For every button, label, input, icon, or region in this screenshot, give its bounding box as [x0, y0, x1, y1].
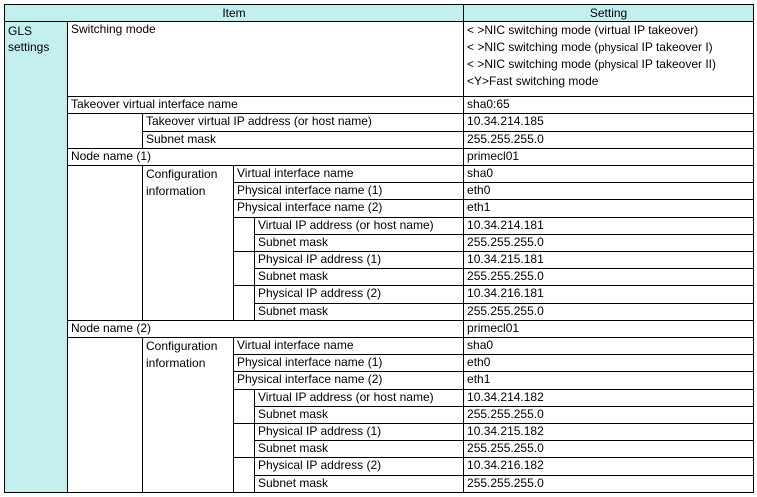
node2-pip1-indent [234, 423, 255, 457]
node1-pif1-value: eth0 [464, 183, 754, 200]
gls-settings-table [4, 4, 754, 493]
switching-mode-row [5, 22, 754, 97]
node2-mask2-label: Subnet mask [255, 441, 464, 458]
takeover-interface-row [5, 97, 754, 114]
node1-mask1-value: 255.255.255.0 [464, 234, 754, 251]
item-header: Item [5, 5, 464, 22]
takeover-indent [68, 114, 143, 148]
header-row [5, 5, 754, 22]
node2-vip-value: 10.34.214.182 [464, 389, 754, 406]
node2-pip1-value: 10.34.215.182 [464, 423, 754, 440]
gls-settings-label [5, 22, 68, 493]
switching-option-virtual-ip: < >NIC switching mode (virtual IP takeover) [467, 23, 699, 38]
node2-pip2-value: 10.34.216.182 [464, 458, 754, 475]
node1-pip2-label: Physical IP address (2) [255, 286, 464, 303]
node2-vip-indent [234, 389, 255, 423]
node2-config-line2: information [146, 355, 206, 370]
node2-pif2-label: Physical interface name (2) [234, 372, 464, 389]
switching-mode-label: Switching mode [68, 22, 464, 97]
node2-mask3-value: 255.255.255.0 [464, 475, 754, 492]
node1-row [5, 148, 754, 165]
takeover-interface-label: Takeover virtual interface name [68, 97, 464, 114]
node2-vif-value: sha0 [464, 337, 754, 354]
node1-mask3-label: Subnet mask [255, 303, 464, 320]
node1-value: primecl01 [464, 148, 754, 165]
node1-pif1-label: Physical interface name (1) [234, 183, 464, 200]
node1-vip-value: 10.34.214.181 [464, 217, 754, 234]
node2-pif1-value: eth0 [464, 355, 754, 372]
node2-config-label [143, 337, 234, 492]
node2-row [5, 320, 754, 337]
node2-config-line1: Configuration [146, 338, 218, 353]
node1-vif-label: Virtual interface name [234, 165, 464, 182]
node1-config-line2: information [146, 183, 206, 198]
takeover-mask-value: 255.255.255.0 [464, 131, 754, 148]
takeover-ip-label: Takeover virtual IP address (or host name) [143, 114, 464, 131]
node1-vip-indent [234, 217, 255, 251]
switching-option-physical-ip-2: < >NIC switching mode (physical IP takeover II) [467, 57, 716, 72]
node2-pip1-label: Physical IP address (1) [255, 423, 464, 440]
node1-label: Node name (1) [68, 148, 464, 165]
node1-config-label [143, 165, 234, 320]
node2-pip2-label: Physical IP address (2) [255, 458, 464, 475]
takeover-interface-value: sha0:65 [464, 97, 754, 114]
node2-mask1-label: Subnet mask [255, 406, 464, 423]
node2-pip2-indent [234, 458, 255, 493]
node2-mask2-value: 255.255.255.0 [464, 441, 754, 458]
node2-vip-label: Virtual IP address (or host name) [255, 389, 464, 406]
node1-mask2-label: Subnet mask [255, 269, 464, 286]
node1-vif-value: sha0 [464, 165, 754, 182]
takeover-ip-value: 10.34.214.185 [464, 114, 754, 131]
node2-pif1-label: Physical interface name (1) [234, 355, 464, 372]
node1-pip2-value: 10.34.216.181 [464, 286, 754, 303]
node2-pif2-value: eth1 [464, 372, 754, 389]
node2-vif-row [5, 337, 754, 354]
node2-vif-label: Virtual interface name [234, 337, 464, 354]
node1-mask1-label: Subnet mask [255, 234, 464, 251]
takeover-ip-row [5, 114, 754, 131]
node1-pip1-label: Physical IP address (1) [255, 251, 464, 268]
node2-indent [68, 337, 143, 492]
node1-pif2-label: Physical interface name (2) [234, 200, 464, 217]
gls-label-line2: settings [8, 40, 50, 55]
node2-value: primecl01 [464, 320, 754, 337]
node1-pip1-indent [234, 251, 255, 285]
takeover-mask-label: Subnet mask [143, 131, 464, 148]
switching-mode-options [464, 22, 754, 97]
node2-mask1-value: 255.255.255.0 [464, 406, 754, 423]
node2-mask3-label: Subnet mask [255, 475, 464, 492]
node1-mask3-value: 255.255.255.0 [464, 303, 754, 320]
node1-pip1-value: 10.34.215.181 [464, 251, 754, 268]
node2-label: Node name (2) [68, 320, 464, 337]
node1-vif-row [5, 165, 754, 182]
switching-option-physical-ip-1: < >NIC switching mode (physical IP takeover I) [467, 40, 713, 55]
setting-header: Setting [464, 5, 754, 22]
node1-indent [68, 165, 143, 320]
node1-pif2-value: eth1 [464, 200, 754, 217]
node1-mask2-value: 255.255.255.0 [464, 269, 754, 286]
node1-vip-label: Virtual IP address (or host name) [255, 217, 464, 234]
node1-config-line1: Configuration [146, 166, 218, 181]
node1-pip2-indent [234, 286, 255, 320]
switching-option-fast: <Y>Fast switching mode [467, 74, 599, 89]
gls-label-line1: GLS [8, 24, 33, 39]
